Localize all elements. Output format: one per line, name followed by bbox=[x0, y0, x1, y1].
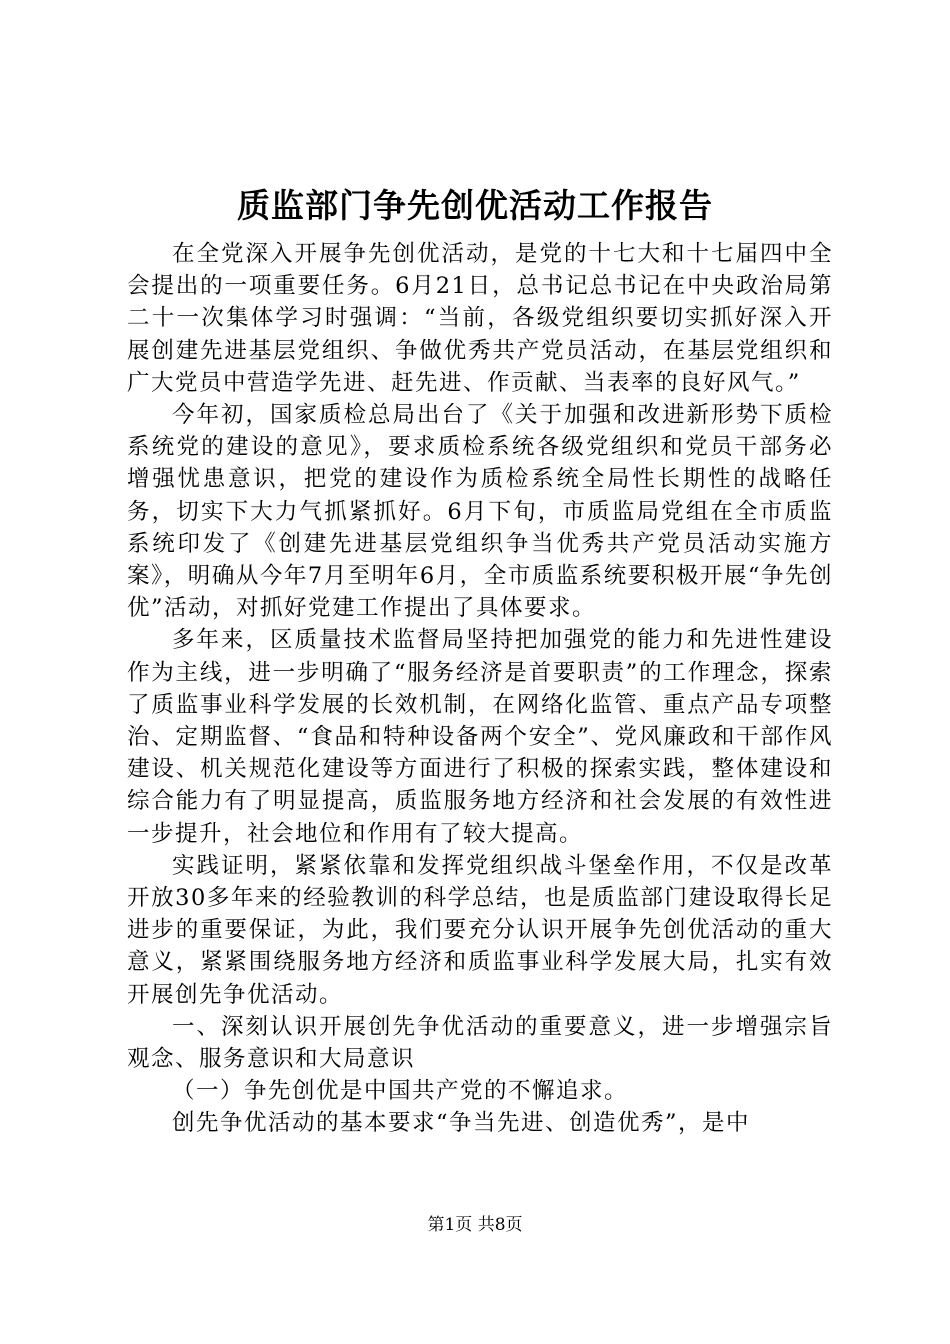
paragraph: 在全党深入开展争先创优活动，是党的十七大和十七届四中全会提出的一项重要任务。6月21日，总书记总书记在中央政治局第二十一次集体学习时强调：“当前，各级党组织要切实抓好深入开展创建先进基层党组织、争做优秀共产党员活动，在基层党组织和广大党员中营造学先进、赶先进、作贡献、当表率的良好风气。” bbox=[127, 241, 833, 396]
page-footer: 第1页 共8页 bbox=[427, 1215, 523, 1235]
paragraph: 今年初，国家质检总局出台了《关于加强和改进新形势下质检系统党的建设的意见》，要求质检系统各级党组织和党员干部务必增强忧患意识，把党的建设作为质检系统全局性长期性的战略任务，切实下大力气抓紧抓好。6月下旬，市质监局党组在全市质监系统印发了《创建先进基层党组织争当优秀共产党员活动实施方案》，明确从今年7月至明年6月，全市质监系统要积极开展“争先创优”活动，对抓好党建工作提出了具体要求。 bbox=[127, 402, 833, 622]
paragraph: 实践证明，紧紧依靠和发挥党组织战斗堡垒作用，不仅是改革开放30多年来的经验教训的科学总结，也是质监部门建设取得长足进步的重要保证，为此，我们要充分认识开展争先创优活动的重大意义，紧紧围绕服务地方经济和质监事业科学发展大局，扎实有效开展创先争优活动。 bbox=[127, 852, 833, 1008]
document-body bbox=[127, 238, 833, 1140]
document-title: 质监部门争先创优活动工作报告 bbox=[237, 186, 713, 225]
section-heading: 一、深刻认识开展创先争优活动的重要意义，进一步增强宗旨观念、服务意识和大局意识 bbox=[127, 1013, 833, 1073]
subsection-heading: （一）争先创优是中国共产党的不懈追求。 bbox=[172, 1078, 629, 1105]
paragraph: 多年来，区质量技术监督局坚持把加强党的能力和先进性建设作为主线，进一步明确了“服务经济是首要职责”的工作理念，探索了质监事业科学发展的长效机制，在网络化监管、重点产品专项整治、定期监督、“食品和特种设备两个安全”、党风廉政和干部作风建设、机关规范化建设等方面进行了积极的探索实践，整体建设和综合能力有了明显提高，质监服务地方经济和社会发展的有效性进一步提升，社会地位和作用有了较大提高。 bbox=[127, 627, 833, 847]
paragraph: 创先争优活动的基本要求“争当先进、创造优秀”，是中 bbox=[172, 1110, 751, 1137]
